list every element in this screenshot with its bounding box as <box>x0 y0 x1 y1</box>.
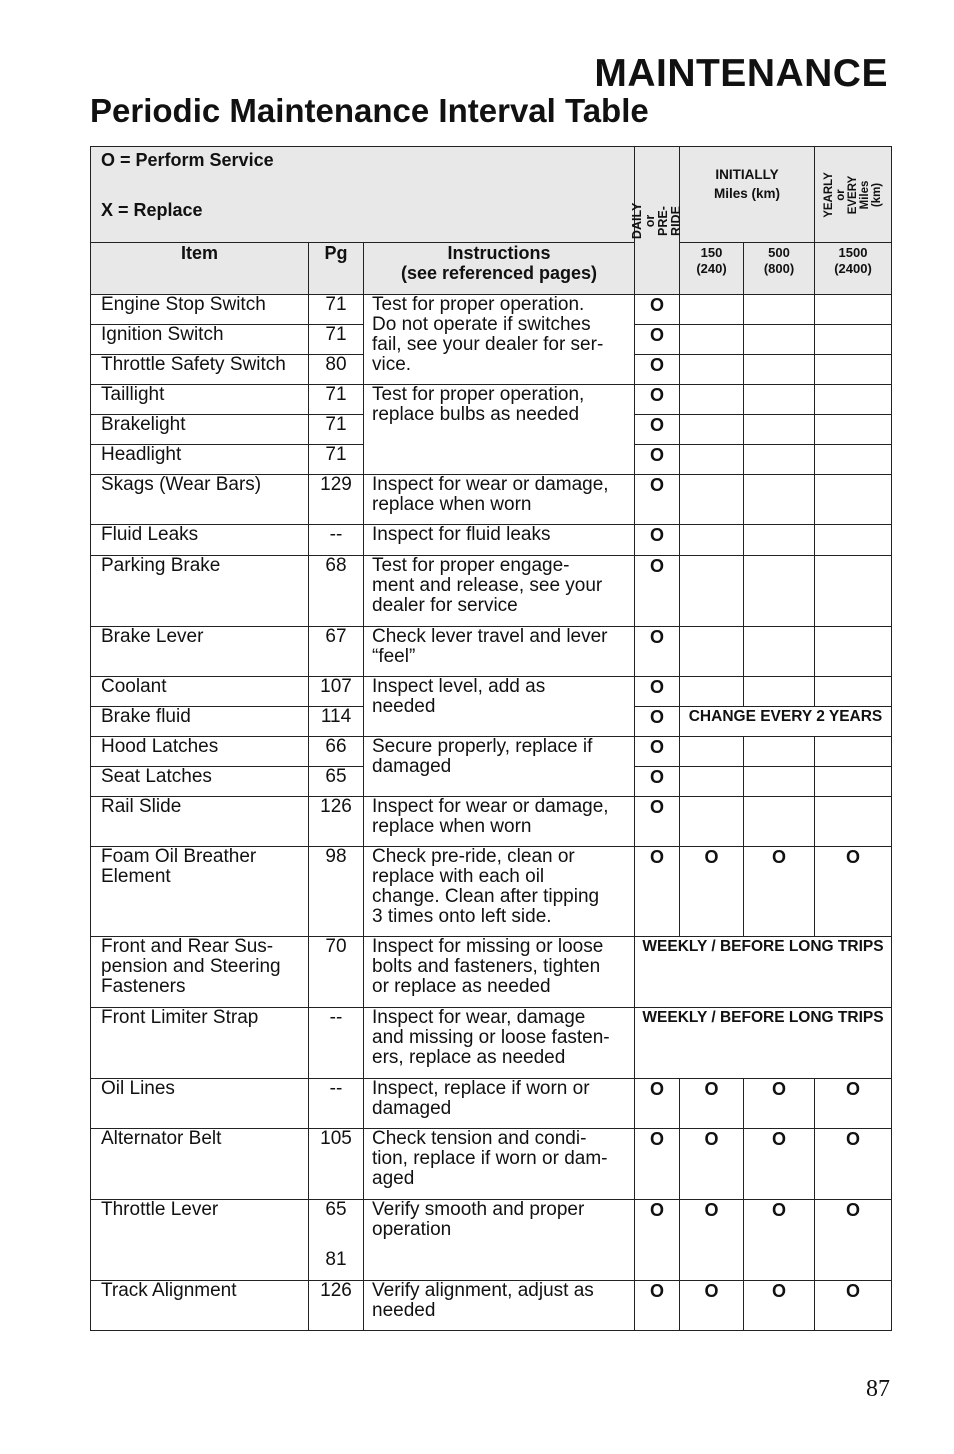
table-row <box>91 556 892 627</box>
item-cell: Engine Stop Switch <box>91 295 309 325</box>
m500-mark <box>744 627 815 677</box>
m1500-mark <box>815 556 892 627</box>
pg-cell: 107 <box>309 677 364 707</box>
col-header-instructions <box>364 243 635 295</box>
m1500-mark <box>815 415 892 445</box>
pg-cell: 67 <box>309 627 364 677</box>
m500-km: (800) <box>763 261 795 276</box>
table-row <box>91 525 892 556</box>
instructions-cell: Check pre-ride, clean or replace with each oil change. Clean after tipping 3 times onto left side. <box>364 847 635 937</box>
col-header-pg: Pg <box>309 243 364 295</box>
instructions-cell: Inspect for wear, damage and missing or loose fasten- ers, replace as needed <box>364 1008 635 1079</box>
pg-cell: 66 <box>309 737 364 767</box>
m150-mark <box>680 325 744 355</box>
pg-cell: 105 <box>309 1129 364 1200</box>
interval-note: WEEKLY / BEFORE LONG TRIPS <box>635 1008 892 1079</box>
pg-cell: 129 <box>309 475 364 525</box>
item-cell: Skags (Wear Bars) <box>91 475 309 525</box>
m500-mark <box>744 295 815 325</box>
item-cell: Fluid Leaks <box>91 525 309 556</box>
m150-mark <box>680 797 744 847</box>
instructions-cell: Verify alignment, adjust as needed <box>364 1281 635 1331</box>
m1500-mark <box>815 677 892 707</box>
col-header-1500 <box>815 243 892 295</box>
pg-cell: 71 <box>309 415 364 445</box>
m150-mark <box>680 556 744 627</box>
col-header-daily <box>630 147 683 295</box>
item-cell: Alternator Belt <box>91 1129 309 1200</box>
table-row <box>91 1200 892 1281</box>
pg-cell: 70 <box>309 937 364 1008</box>
m150-mark <box>680 415 744 445</box>
daily-mark: O <box>635 707 680 737</box>
item-cell: Front and Rear Sus- pension and Steering Fasteners <box>91 937 309 1008</box>
legend <box>91 147 635 243</box>
m150-mark <box>680 525 744 556</box>
item-cell: Seat Latches <box>91 767 309 797</box>
m500-mark <box>744 355 815 385</box>
instructions-cell: Inspect, replace if worn or damaged <box>364 1079 635 1129</box>
item-cell: Track Alignment <box>91 1281 309 1331</box>
m1500-mark <box>815 737 892 767</box>
daily-mark: O <box>635 556 680 627</box>
instructions-cell: Test for proper engage- ment and release, see your dealer for service <box>364 556 635 627</box>
initially-units: Miles (km) <box>713 186 781 201</box>
table-row <box>91 677 892 707</box>
m150-km: (240) <box>696 261 727 276</box>
section-heading: MAINTENANCE <box>594 52 888 95</box>
daily-mark: O <box>635 525 680 556</box>
item-cell: Brakelight <box>91 415 309 445</box>
daily-mark: O <box>635 677 680 707</box>
m500-mark <box>744 325 815 355</box>
m500-mark <box>744 556 815 627</box>
m150-mark <box>680 475 744 525</box>
table-row <box>91 475 892 525</box>
item-cell: Rail Slide <box>91 797 309 847</box>
m1500-mark <box>815 797 892 847</box>
m150-mark <box>680 627 744 677</box>
m1500-mark <box>815 475 892 525</box>
instructions-cell: Check tension and condi- tion, replace if worn or dam- aged <box>364 1129 635 1200</box>
instructions-cell: Inspect for fluid leaks <box>364 525 635 556</box>
m150-mark: O <box>680 1281 744 1331</box>
m500-mark <box>744 385 815 415</box>
pg-cell <box>309 1200 364 1281</box>
table-row <box>91 797 892 847</box>
m150-mark <box>680 737 744 767</box>
daily-mark: O <box>635 385 680 415</box>
m150-mark: O <box>680 847 744 937</box>
m1500-label: 1500 <box>838 245 868 260</box>
daily-mark: O <box>635 847 680 937</box>
legend-replace: X = Replace <box>101 200 203 220</box>
m1500-mark <box>815 445 892 475</box>
daily-mark: O <box>635 355 680 385</box>
m1500-mark <box>815 525 892 556</box>
m150-mark: O <box>680 1079 744 1129</box>
instructions-label: Instructions <box>447 243 551 263</box>
daily-mark: O <box>635 627 680 677</box>
daily-mark: O <box>635 1281 680 1331</box>
instructions-cell: Secure properly, replace if damaged <box>364 737 635 797</box>
item-cell: Parking Brake <box>91 556 309 627</box>
m500-mark: O <box>744 1281 815 1331</box>
initially-label: INITIALLY <box>715 167 779 182</box>
m1500-km: (2400) <box>834 261 872 276</box>
m1500-mark <box>815 355 892 385</box>
pg-cell: 68 <box>309 556 364 627</box>
col-header-item: Item <box>91 243 309 295</box>
item-cell: Ignition Switch <box>91 325 309 355</box>
col-header-yearly <box>815 147 892 243</box>
instructions-cell: Inspect for wear or damage, replace when worn <box>364 475 635 525</box>
pg-cell: 98 <box>309 847 364 937</box>
m500-mark <box>744 525 815 556</box>
m1500-mark <box>815 325 892 355</box>
table-row <box>91 1129 892 1200</box>
m1500-mark: O <box>815 1129 892 1200</box>
item-cell: Oil Lines <box>91 1079 309 1129</box>
page-title: Periodic Maintenance Interval Table <box>90 92 649 129</box>
daily-mark: O <box>635 1079 680 1129</box>
pg-cell: 65 <box>309 767 364 797</box>
instructions-sublabel: (see referenced pages) <box>400 263 598 283</box>
instructions-cell: Inspect for missing or loose bolts and fasteners, tighten or replace as needed <box>364 937 635 1008</box>
item-cell: Front Limiter Strap <box>91 1008 309 1079</box>
daily-mark: O <box>635 295 680 325</box>
m150-mark <box>680 445 744 475</box>
instructions-cell: Test for proper operation, replace bulbs as needed <box>364 385 635 475</box>
item-cell: Headlight <box>91 445 309 475</box>
m150-label: 150 <box>700 245 723 260</box>
m500-mark: O <box>744 847 815 937</box>
m1500-mark: O <box>815 1281 892 1331</box>
m150-mark <box>680 355 744 385</box>
m150-mark <box>680 677 744 707</box>
m1500-mark: O <box>815 1079 892 1129</box>
m150-mark <box>680 295 744 325</box>
item-cell: Brake fluid <box>91 707 309 737</box>
pg-value: 65 <box>325 1199 347 1220</box>
yearly-label: YEARLY or EVERY Miles (km) <box>823 171 883 218</box>
table-row <box>91 737 892 767</box>
daily-mark: O <box>635 1129 680 1200</box>
m150-mark: O <box>680 1129 744 1200</box>
m500-mark: O <box>744 1129 815 1200</box>
pg-value-secondary: 81 <box>325 1249 347 1270</box>
pg-cell: 71 <box>309 295 364 325</box>
table-row <box>91 937 892 1008</box>
interval-note: WEEKLY / BEFORE LONG TRIPS <box>635 937 892 1008</box>
col-header-initially <box>680 147 815 243</box>
m500-mark: O <box>744 1200 815 1281</box>
m500-label: 500 <box>768 245 790 260</box>
pg-cell: -- <box>309 525 364 556</box>
legend-perform: O = Perform Service <box>101 150 274 170</box>
m150-mark: O <box>680 1200 744 1281</box>
table-row <box>91 1281 892 1331</box>
m500-mark <box>744 475 815 525</box>
m1500-mark: O <box>815 1200 892 1281</box>
pg-cell: 114 <box>309 707 364 737</box>
instructions-cell: Inspect level, add as needed <box>364 677 635 737</box>
pg-cell: 126 <box>309 1281 364 1331</box>
daily-mark: O <box>635 767 680 797</box>
m500-mark <box>744 767 815 797</box>
item-cell: Brake Lever <box>91 627 309 677</box>
col-header-150 <box>680 243 744 295</box>
pg-cell: -- <box>309 1079 364 1129</box>
m1500-mark <box>815 385 892 415</box>
daily-mark: O <box>635 325 680 355</box>
item-cell: Hood Latches <box>91 737 309 767</box>
daily-mark: O <box>635 475 680 525</box>
pg-cell: 71 <box>309 445 364 475</box>
instructions-cell: Check lever travel and lever “feel” <box>364 627 635 677</box>
pg-cell: 126 <box>309 797 364 847</box>
m500-mark <box>744 737 815 767</box>
daily-mark: O <box>635 415 680 445</box>
m150-mark <box>680 767 744 797</box>
m1500-mark <box>815 627 892 677</box>
page-number: 87 <box>866 1376 890 1402</box>
table-row <box>91 1079 892 1129</box>
daily-mark: O <box>635 797 680 847</box>
m500-mark <box>744 797 815 847</box>
table-row <box>91 1008 892 1079</box>
instructions-cell: Inspect for wear or damage, replace when worn <box>364 797 635 847</box>
m1500-mark <box>815 295 892 325</box>
item-cell: Taillight <box>91 385 309 415</box>
m500-mark: O <box>744 1079 815 1129</box>
item-cell: Throttle Lever <box>91 1200 309 1281</box>
m500-mark <box>744 677 815 707</box>
table-row <box>91 847 892 937</box>
maintenance-interval-table <box>90 146 892 1331</box>
item-cell: Foam Oil Breather Element <box>91 847 309 937</box>
pg-cell: 71 <box>309 325 364 355</box>
table-row <box>91 295 892 325</box>
instructions-cell: Test for proper operation. Do not operate if switches fail, see your dealer for ser- vice. <box>364 295 635 385</box>
interval-note: CHANGE EVERY 2 YEARS <box>680 707 892 737</box>
m500-mark <box>744 415 815 445</box>
instructions-cell: Verify smooth and proper operation <box>364 1200 635 1281</box>
daily-label: DAILY or PRE-RIDE <box>630 202 683 239</box>
item-cell: Coolant <box>91 677 309 707</box>
pg-cell: 71 <box>309 385 364 415</box>
col-header-500 <box>744 243 815 295</box>
daily-mark: O <box>635 737 680 767</box>
daily-mark: O <box>635 1200 680 1281</box>
table-row <box>91 627 892 677</box>
m500-mark <box>744 445 815 475</box>
table-row <box>91 385 892 415</box>
item-cell: Throttle Safety Switch <box>91 355 309 385</box>
m1500-mark <box>815 767 892 797</box>
m150-mark <box>680 385 744 415</box>
pg-cell: -- <box>309 1008 364 1079</box>
daily-mark: O <box>635 445 680 475</box>
pg-cell: 80 <box>309 355 364 385</box>
m1500-mark: O <box>815 847 892 937</box>
